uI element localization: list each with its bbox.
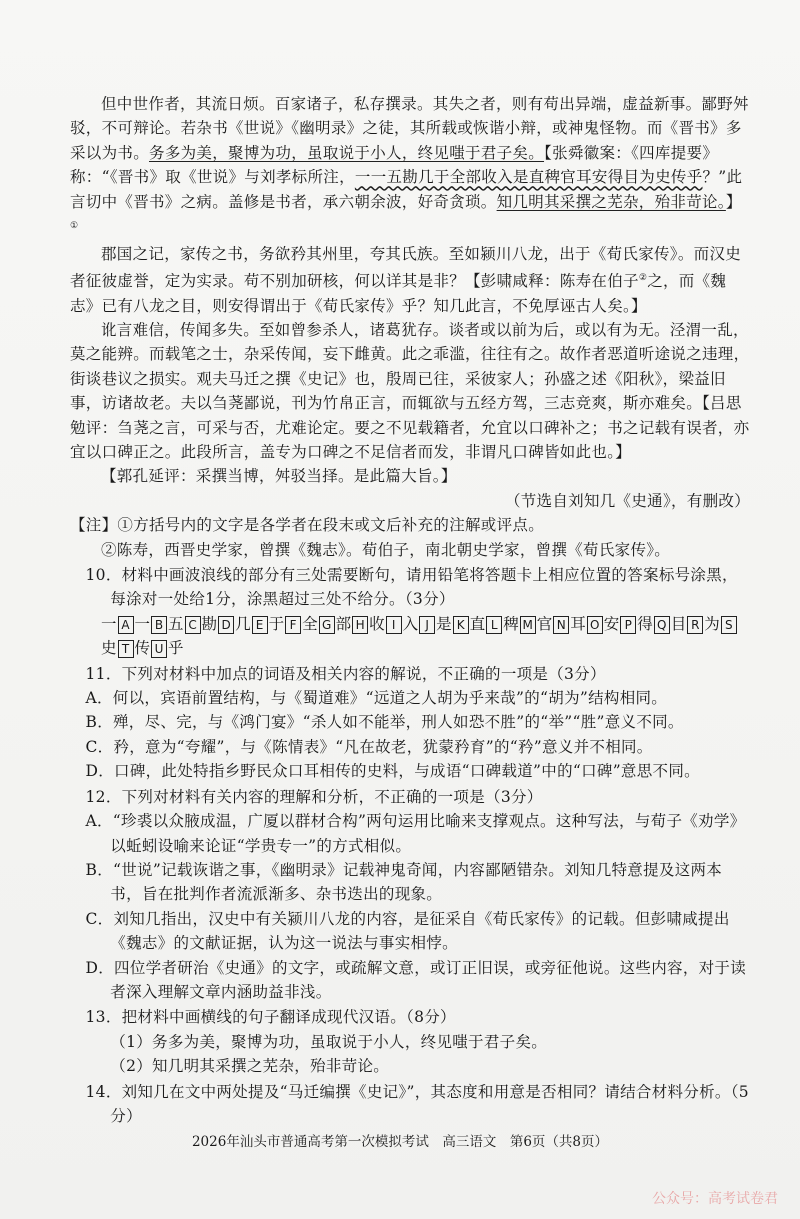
answer-box-b[interactable]: B	[151, 616, 167, 634]
answer-box-f[interactable]: F	[285, 616, 301, 634]
sequence-char: 得	[637, 614, 653, 633]
question-11-option-c: C．矜，意为“夸耀”，与《陈情表》“凡在故老，犹蒙矜育”的“矜”意义并不相同。	[85, 737, 653, 756]
question-14-stem: 14．刘知几在文中两处提及“马迁编撰《史记》”，其态度和用意是否相同？请结合材料分析。（5分）	[85, 1082, 749, 1125]
passage-text: 郡国之记，家传之书，务欲矜其州里，夸其氏族。至如颍川八龙，出于《荀氏家传》。而汉史者征彼虚誉，定为实录。苟不别加研核，何以详其是非？【彭啸咸释：陈寿在伯子	[70, 244, 742, 291]
passage-text: 【张舜徽案：《四库提要》称：“《晋书》取《世说》与刘孝标所注，	[70, 143, 719, 187]
answer-box-m[interactable]: M	[520, 616, 536, 634]
answer-box-a[interactable]: A	[118, 616, 134, 634]
answer-box-u[interactable]: U	[151, 640, 167, 658]
sequence-char: 勘	[201, 614, 218, 633]
answer-box-l[interactable]: L	[486, 616, 502, 634]
passage-source: （节选自刘知几《史通》，有删改）	[504, 491, 750, 510]
answer-box-o[interactable]: O	[587, 616, 603, 634]
footnote-marker-1: ①	[70, 221, 79, 232]
question-12-option-c: C．刘知几指出，汉史中有关颍川八龙的内容，是征采自《荀氏家传》的记载。但彭啸咸提出《魏志》的文献证据，认为这一说法与事实相悖。	[85, 909, 730, 953]
passage-text: 但中世作者，其流日烦。百家诸子，私存撰录。其失之者，则有苟出异端，虚益新事。鄙野舛驳，不可辩论。若杂书《世说》《幽明录》之徒，其所载或恢谐小辩，或神鬼怪物。而《晋书》多采以为书。	[70, 95, 749, 162]
note-1: 【注】①方括号内的文字是各学者在段末或文后补充的注解或评点。	[70, 516, 545, 535]
question-13-sentence-1: （1）务多为美，聚博为功，虽取说于小人，终见嗤于君子矣。	[110, 1032, 548, 1051]
answer-box-n[interactable]: N	[553, 616, 569, 634]
question-10-stem: 10．材料中画波浪线的部分有三处需要断句，请用铅笔将答题卡上相应位置的答案标号涂黑，每涂对一处给1分，涂黑超过三处不给分。（3分）	[85, 566, 738, 609]
sequence-char: 几	[235, 614, 251, 633]
passage-text: 之，而《魏志》已有八龙之目，则安得谓出于《荀氏家传》乎？知几此言，不免厚诬古人矣。】	[70, 272, 727, 315]
sequence-char: 为	[704, 614, 720, 633]
underlined-sentence-2: 知几明其采撰之芜杂，殆非苛论。	[496, 192, 726, 211]
question-11-stem: 11．下列对材料中加点的词语及相关内容的解说，不正确的一项是（3分）	[85, 664, 606, 683]
sequence-char: 耳	[570, 614, 586, 633]
answer-box-k[interactable]: K	[453, 616, 469, 634]
question-13-stem: 13．把材料中画横线的句子翻译成现代汉语。（8分）	[85, 1008, 456, 1027]
sequence-char: 稗	[503, 614, 519, 633]
passage-paragraph-4: 【郭孔延评：采撰当博，舛驳当择。是此篇大旨。】	[101, 467, 457, 486]
sequence-char: 官	[536, 614, 553, 633]
wavy-underlined-text: 一一五勘几于全部收入是直稗官耳安得目为史传乎	[354, 168, 703, 187]
answer-box-t[interactable]: T	[118, 640, 134, 658]
passage-paragraph-2	[70, 242, 750, 318]
question-11-option-d: D．口碑，此处特指乡野民众口耳相传的史料，与成语“口碑载道”中的“口碑”意思不同。	[85, 762, 700, 781]
sequence-char: 一	[134, 614, 151, 633]
passage-text: 】	[725, 192, 742, 211]
sequence-char: 史	[101, 639, 117, 658]
passage-paragraph-3: 讹言难信，传闻多失。至如曾参杀人，诸葛犹存。谈者或以前为后，或以有为无。泾渭一乱，莫之能辨。而载笔之士，杂采传闻，妄下雌黄。此之乖滥，往往有之。故作者恶道听途说之违理，街谈巷议之损实。观夫马迁之撰《史记》也，殷周已往，采彼家人；孙盛之述《阳秋》，梁益旧事，访诸故老。夫以刍荛鄙说，刊为竹帛正言，而辄欲与五经方驾，三志竞爽，斯亦难矣。【吕思勉评：刍荛之言，可采与否，尤难论定。要之不见载籍者，允宜以口碑补之；书之记载有误者，亦宜以口碑正之。此段所言，盖专为口碑之不足信者而发，非谓凡口碑皆如此也。】	[70, 320, 750, 461]
sequence-char: 入	[402, 614, 419, 633]
question-12-option-d: D．四位学者研治《史通》的文字，或疏解文意，或订正旧误，或旁征他说。这些内容，对于读者深入理解文章内涵助益非浅。	[85, 958, 747, 1001]
question-11-option-b: B．殚，尽、完，与《鸿门宴》“杀人如不能举，刑人如恐不胜”的“举”“胜”意义不同。	[85, 713, 684, 732]
answer-box-d[interactable]: D	[218, 616, 234, 634]
sequence-char: 目	[670, 614, 687, 633]
answer-box-h[interactable]: H	[352, 616, 368, 634]
page-footer: 2026年汕头市普通高考第一次模拟考试 高三语文 第6页（共8页）	[191, 1134, 609, 1150]
sequence-char: 收	[369, 614, 385, 633]
question-12-stem: 12．下列对材料有关内容的理解和分析，不正确的一项是（3分）	[85, 787, 543, 806]
answer-box-r[interactable]: R	[687, 616, 703, 634]
passage-paragraph-1	[70, 92, 750, 242]
underlined-sentence-1: 务多为美，聚博为功，虽取说于小人，终见嗤于君子矣。	[149, 143, 545, 162]
sequence-char: 乎	[168, 639, 184, 658]
footnote-marker-2: ②	[638, 273, 648, 283]
sequence-char: 部	[335, 614, 352, 633]
question-13-sentence-2: （2）知几明其采撰之芜杂，殆非苛论。	[110, 1057, 390, 1076]
sequence-char: 安	[603, 614, 620, 633]
page-content	[70, 92, 750, 1128]
sequence-char: 五	[168, 614, 184, 633]
sequence-char: 是	[436, 614, 452, 633]
question-10-sequence	[70, 612, 750, 661]
sequence-char: 全	[302, 614, 318, 633]
answer-box-p[interactable]: P	[620, 616, 636, 634]
passage-text: ？”此言切中《晋书》之病。盖修是书者，承六朝余波，好奇贪琐。	[70, 168, 743, 211]
answer-box-g[interactable]: G	[319, 616, 335, 634]
answer-box-s[interactable]: S	[721, 616, 737, 634]
question-11-option-a: A．何以，宾语前置结构，与《蜀道难》“远道之人胡为乎来哉”的“胡为”结构相同。	[85, 689, 668, 708]
sequence-char: 于	[268, 614, 285, 633]
sequence-char: 传	[134, 639, 151, 658]
sequence-char: 直	[469, 614, 486, 633]
answer-box-e[interactable]: E	[252, 616, 268, 634]
answer-box-q[interactable]: Q	[654, 616, 670, 634]
answer-box-c[interactable]: C	[185, 616, 201, 634]
sequence-char: 一	[101, 614, 117, 633]
watermark: 公众号：高考试卷君	[652, 1191, 778, 1207]
answer-box-j[interactable]: J	[419, 616, 435, 634]
note-2: ②陈寿，西晋史学家，曾撰《魏志》。荀伯子，南北朝史学家，曾撰《荀氏家传》。	[101, 540, 671, 559]
answer-box-i[interactable]: I	[386, 616, 402, 634]
question-12-option-b: B．“世说”记载诙谐之事，《幽明录》记载神鬼奇闻，内容鄙陋错杂。刘知几特意提及这两本书，旨在批判作者流派渐多、杂书迭出的现象。	[85, 860, 723, 904]
question-12-option-a: A．“珍裘以众腋成温，广厦以群材合构”两句运用比喻来支撑观点。这种写法，与荀子《劝学》以蚯蚓设喻来论证“学贵专一”的方式相似。	[85, 812, 746, 855]
